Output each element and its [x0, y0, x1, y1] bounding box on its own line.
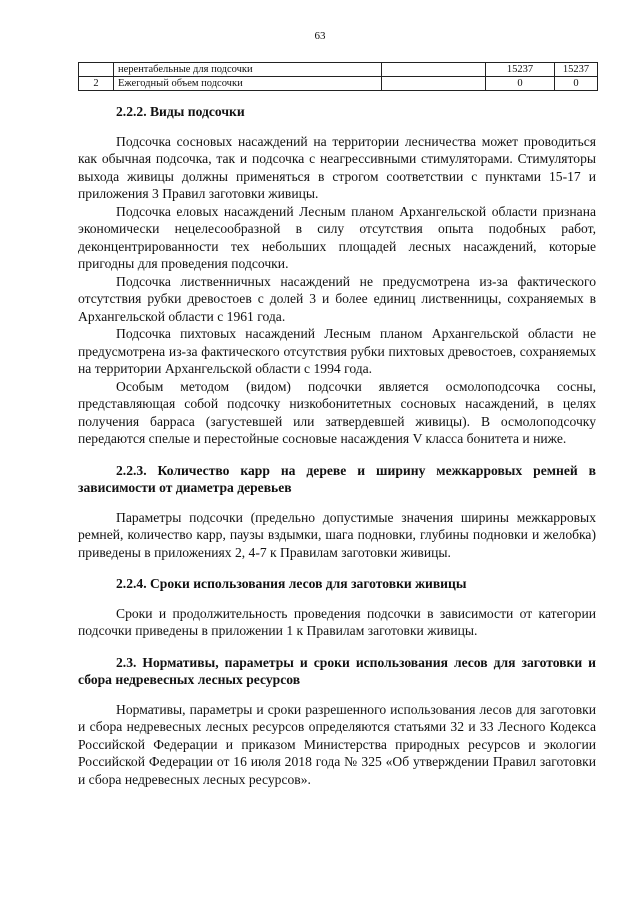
row-number [79, 63, 114, 77]
volume-table [78, 62, 598, 91]
row-value: 15237 [486, 63, 555, 77]
paragraph: Сроки и продолжительность проведения подсочки в зависимости от категории подсочки приведены в приложении 1 к Правилам заготовки живицы. [78, 605, 596, 638]
paragraph: Подсочка пихтовых насаждений Лесным планом Архангельской области не предусмотрена из-за фактического отсутствия рубки пихтовых древостоев, сохраняемых на территории Архангельской области с 1994 года. [78, 326, 596, 376]
section-heading: 2.3. Нормативы, параметры и сроки использования лесов для заготовки и сбора недревесных лесных ресурсов [78, 654, 596, 687]
row-name: нерентабельные для подсочки [114, 63, 382, 77]
paragraph: Подсочка лиственничных насаждений не предусмотрена из-за фактического отсутствия рубки древостоев с долей 3 и более единиц лиственницы, сохраняемых в Архангельской области с 1961 года. [78, 273, 596, 324]
paragraph: Подсочка еловых насаждений Лесным планом Архангельской области признана экономически нецелесообразной в силу отсутствия опыта подобных работ, деконцентрированности тех небольших площадей лесных насаждений, которые пригодны для проведения подсочки. [78, 203, 596, 271]
section-heading: 2.2.3. Количество карр на дереве и ширину межкарровых ремней в зависимости от диаметра деревьев [78, 462, 596, 495]
row-value: 0 [555, 77, 598, 91]
paragraph: Нормативы, параметры и сроки разрешенного использования лесов для заготовки и сбора недревесных лесных ресурсов определяются статьями 32 и 33 Лесного Кодекса Российской Федерации и приказом Министерства природных ресурсов и экологии Российской Федерации от 16 июля 2018 года № 325 «Об утверждении Правил заготовки и сбора недревесных лесных ресурсов». [78, 701, 596, 787]
document-body [78, 103, 596, 788]
table-row [79, 63, 598, 77]
empty-cell [382, 77, 486, 91]
paragraph: Особым методом (видом) подсочки является осмолоподсочка сосны, представляющая собой подсочку низкобонитетных сосновых насаждений, в целях получения барраса (загустевшей или затвердевшей живицы). В осмолоподсочку передаются спелые и перестойные сосновые насаждения V класса бонитета и ниже. [78, 378, 596, 446]
paragraph: Подсочка сосновых насаждений на территории лесничества может проводиться как обычная подсочка, так и подсочка с неагрессивными стимуляторами. Стимуляторы выхода живицы должны применяться в строгом соответствии с пунктами 15-17 и приложения 3 Правил заготовки живицы. [78, 133, 596, 201]
paragraph: Параметры подсочки (предельно допустимые значения ширины межкарровых ремней, количество карр, паузы вздымки, шага подновки, глубины подновки и желобка) приведены в приложениях 2, 4-7 к Правилам заготовки живицы. [78, 509, 596, 560]
section-heading: 2.2.4. Сроки использования лесов для заготовки живицы [116, 576, 467, 591]
page-number: 63 [314, 30, 326, 42]
row-number: 2 [79, 77, 114, 91]
row-name: Ежегодный объем подсочки [114, 77, 382, 91]
section-heading: 2.2.2. Виды подсочки [116, 104, 245, 119]
row-value: 15237 [555, 63, 598, 77]
empty-cell [382, 63, 486, 77]
table-row [79, 77, 598, 91]
row-value: 0 [486, 77, 555, 91]
